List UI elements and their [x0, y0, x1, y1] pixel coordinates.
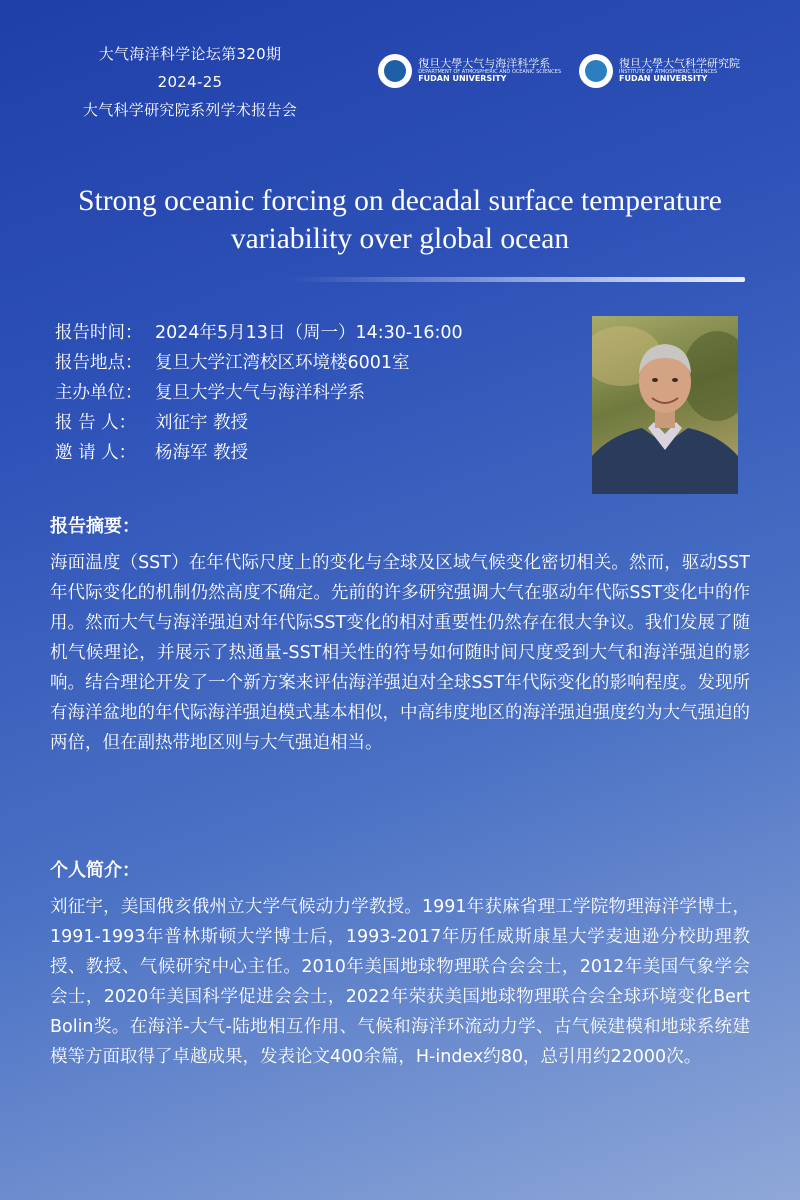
talk-title: [30, 182, 770, 258]
speaker-photo: [592, 316, 738, 494]
info-label: 主办单位：: [55, 383, 143, 403]
title-divider: [290, 277, 745, 282]
logo-sub: DEPARTMENT OF ATMOSPHERIC AND OCEANIC SCIENCES: [418, 68, 561, 75]
forum-year: 2024-25: [157, 73, 223, 91]
logo-sub: INSTITUTE OF ATMOSPHERIC SCIENCES: [619, 68, 718, 75]
info-row-speaker: [55, 408, 575, 438]
logo-cn: 復旦大學大气科学研究院: [619, 56, 740, 70]
logo-en: FUDAN UNIVERSITY: [619, 74, 708, 84]
bio-heading: 个人简介：: [50, 860, 140, 881]
dept-seal-icon: [378, 54, 412, 88]
logo-en: FUDAN UNIVERSITY: [418, 74, 507, 84]
forum-line: 大气海洋科学论坛第320期: [98, 45, 282, 63]
logo-cn: 復旦大學大气与海洋科学系: [418, 56, 551, 70]
logo-institute: [579, 54, 740, 88]
info-row-inviter: [55, 438, 575, 468]
info-row-time: [55, 318, 575, 348]
forum-header: [60, 40, 320, 124]
abstract-heading: 报告摘要：: [50, 516, 140, 537]
info-label: 报 告 人：: [55, 413, 137, 433]
talk-info: [55, 318, 575, 468]
bio-text: 刘征宇，美国俄亥俄州立大学气候动力学教授。1991年获麻省理工学院物理海洋学博士，1991-1993年普林斯顿大学博士后，1993-2017年历任威斯康星大学麦迪逊分校助理教授、教授、气候研究中心主任。2010年美国地球物理联合会会士，2012年美国气象学会会士，2020年美国科学促进会会士，2022年荣获美国地球物理联合会全球环境变化Bert Bolin奖。在海洋-大气-陆地相互作用、气候和海洋环流动力学、古气候建模和地球系统建模等方面取得了卓越成果，发表论文400余篇，H-index约80，总引用约22000次。: [50, 897, 750, 1067]
institute-seal-icon: [579, 54, 613, 88]
forum-series: 大气科学研究院系列学术报告会: [82, 101, 298, 119]
info-value: 复旦大学大气与海洋科学系: [155, 383, 365, 403]
info-label: 报告时间：: [55, 323, 143, 343]
speaker-portrait-icon: [592, 316, 738, 494]
talk-title-line2: variability over global ocean: [230, 223, 570, 255]
info-label: 报告地点：: [55, 353, 143, 373]
info-label: 邀 请 人：: [55, 443, 137, 463]
info-value: 杨海军 教授: [155, 443, 249, 463]
info-value: 刘征宇 教授: [155, 413, 249, 433]
info-value: 复旦大学江湾校区环境楼6001室: [155, 353, 410, 373]
info-value: 2024年5月13日（周一）14:30-16:00: [155, 323, 463, 343]
info-row-location: [55, 348, 575, 378]
logo-group: [378, 54, 740, 88]
info-row-host: [55, 378, 575, 408]
logo-dept-aos: [378, 54, 561, 88]
talk-title-line1: Strong oceanic forcing on decadal surface temperature: [78, 185, 722, 217]
abstract-text: 海面温度（SST）在年代际尺度上的变化与全球及区域气候变化密切相关。然而，驱动SST年代际变化的机制仍然高度不确定。先前的许多研究强调大气在驱动年代际SST变化中的作用。然而大气与海洋强迫对年代际SST变化的相对重要性仍然存在很大争议。我们发展了随机气候理论，并展示了热通量-SST相关性的符号如何随时间尺度受到大气和海洋强迫的影响。结合理论开发了一个新方案来评估海洋强迫对全球SST年代际变化的影响程度。发现所有海洋盆地的年代际海洋强迫模式基本相似，中高纬度地区的海洋强迫强度约为大气强迫的两倍，但在副热带地区则与大气强迫相当。: [50, 553, 750, 753]
